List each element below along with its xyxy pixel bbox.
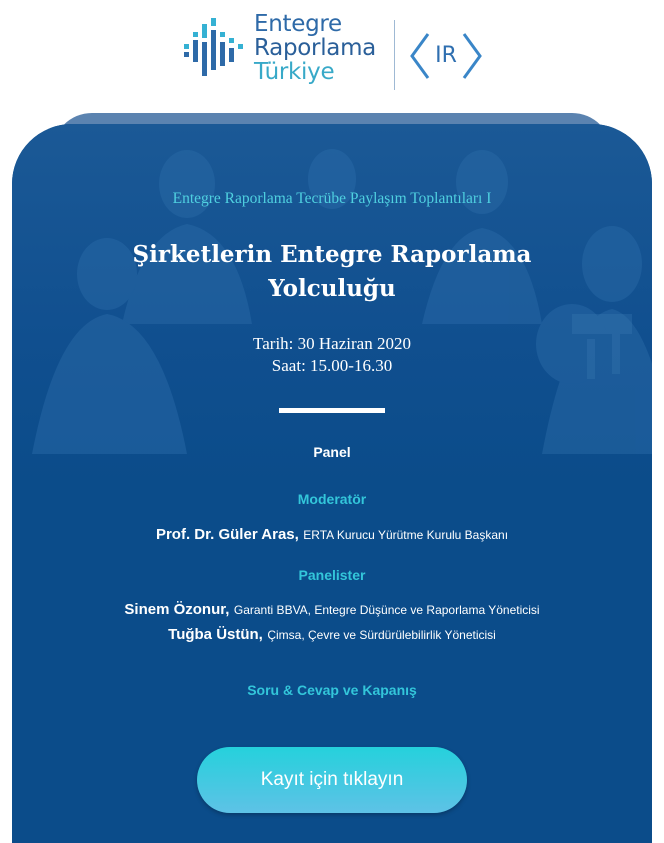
event-title: Şirketlerin Entegre Raporlama Yolculuğu xyxy=(132,241,532,302)
panelist-role: Çimsa, Çevre ve Sürdürülebilirlik Yöneticisi xyxy=(267,628,496,642)
panelist-entry xyxy=(12,601,652,619)
event-date: Tarih: 30 Haziran 2020 xyxy=(253,334,411,353)
qa-heading: Soru & Cevap ve Kapanış xyxy=(247,682,417,698)
moderator-entry xyxy=(12,526,652,544)
header xyxy=(0,0,664,112)
ir-label: IR xyxy=(435,43,457,68)
panelists-heading: Panelister xyxy=(298,567,366,583)
entegre-raporlama-logo-icon xyxy=(184,18,246,80)
ir-logo xyxy=(408,30,484,82)
panelist-name: Sinem Özonur, xyxy=(124,601,230,618)
panelist-name: Tuğba Üstün, xyxy=(168,626,263,643)
moderator-heading: Moderatör xyxy=(297,491,367,507)
card-content xyxy=(12,124,652,843)
logo-line-2: Raporlama xyxy=(254,35,376,61)
divider xyxy=(279,408,385,413)
event-time: Saat: 15.00-16.30 xyxy=(271,356,393,375)
logo-wordmark xyxy=(254,12,376,84)
logo-line-1: Entegre xyxy=(254,11,342,37)
logo-separator xyxy=(394,20,395,90)
logo-line-3: Türkiye xyxy=(254,59,335,85)
event-series: Entegre Raporlama Tecrübe Paylaşım Toplantıları I xyxy=(172,190,492,207)
moderator-role: ERTA Kurucu Yürütme Kurulu Başkanı xyxy=(303,528,509,542)
panel-heading: Panel xyxy=(313,444,351,460)
event-card xyxy=(12,124,652,843)
register-button[interactable]: Kayıt için tıklayın xyxy=(197,747,467,813)
panelist-entry xyxy=(12,626,652,644)
moderator-name: Prof. Dr. Güler Aras, xyxy=(155,526,299,543)
panelist-role: Garanti BBVA, Entegre Düşünce ve Raporlama Yöneticisi xyxy=(233,603,540,617)
